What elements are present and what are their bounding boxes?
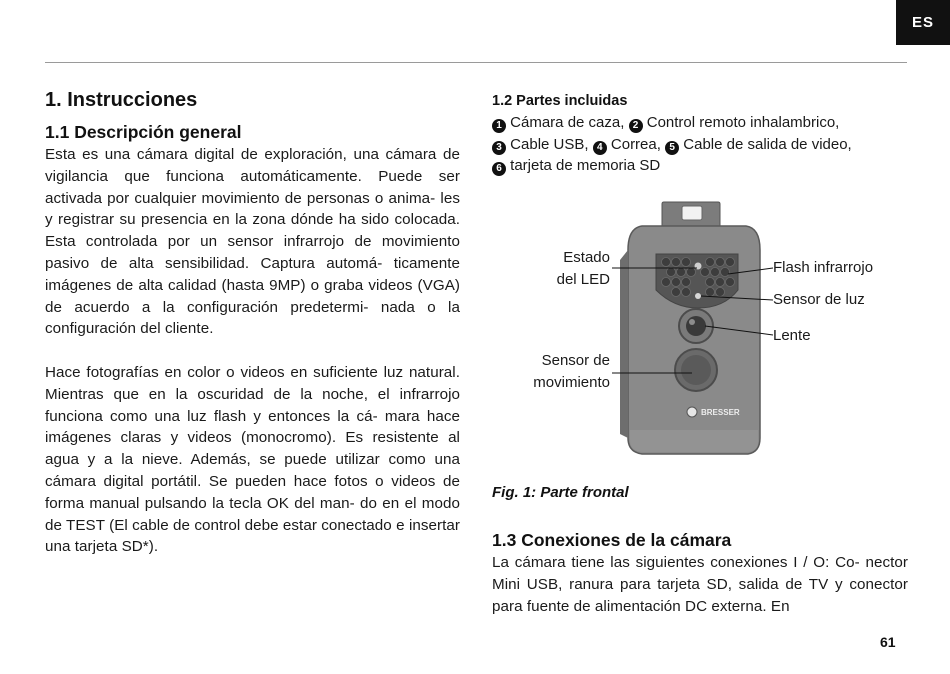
label-motion-sensor bbox=[533, 350, 610, 393]
connections-paragraph bbox=[492, 552, 908, 617]
page-number: 61 bbox=[880, 634, 896, 650]
page-title: 1. Instrucciones bbox=[45, 89, 198, 111]
part-usb-cable: Cable USB, bbox=[510, 135, 589, 153]
camera-bottom-shade bbox=[630, 430, 758, 452]
part-remote: Control remoto inhalambrico, bbox=[646, 114, 840, 131]
text-line: infrarrojo funciona como una luz flash y entonces la cá- bbox=[45, 385, 460, 425]
bracket-slot-icon bbox=[682, 206, 702, 220]
text-line: ticamente imágenes de alta calidad (hasta 9MP) o graba bbox=[45, 254, 460, 294]
parts-section bbox=[492, 90, 908, 177]
part-strap: Correa, bbox=[610, 135, 661, 153]
label-line: Sensor de bbox=[541, 352, 610, 369]
camera-figure bbox=[492, 190, 908, 480]
parts-line-1 bbox=[492, 112, 908, 134]
description-paragraph-1 bbox=[45, 144, 460, 340]
figure-caption: Fig. 1: Parte frontal bbox=[492, 484, 629, 501]
text-line: como una cámara digital portátil. Se pueden hace fotos bbox=[45, 451, 460, 490]
text-line: Hace fotografías en color o videos en suficiente luz bbox=[45, 363, 404, 381]
text-line: Esta es una cámara digital de exploración, una cámara bbox=[45, 146, 437, 163]
text-line: do en el modo de TEST (El cable de control debe estar bbox=[45, 494, 460, 534]
part-camera: Cámara de caza, bbox=[510, 114, 625, 131]
number-6-icon: 6 bbox=[492, 162, 506, 176]
language-tab: ES bbox=[896, 0, 950, 45]
camera-illustration bbox=[492, 190, 908, 480]
label-line: del LED bbox=[556, 270, 610, 288]
text-line: nector Mini USB, ranura para tarjeta SD, salida de TV bbox=[492, 554, 908, 593]
text-line: y conector para fuente de alimentación DC externa. En bbox=[492, 575, 908, 615]
text-line: movimiento pasivo de alta sensibilidad. Captura automá- bbox=[45, 233, 461, 272]
number-4-icon: 4 bbox=[593, 141, 607, 155]
text-line: nada o la configuración del cliente. bbox=[45, 298, 460, 338]
brand-logo-icon bbox=[687, 407, 697, 417]
number-2-icon: 2 bbox=[629, 119, 643, 133]
part-sd-card: tarjeta de memoria SD bbox=[510, 157, 661, 174]
text-line: mara hace imágenes claras y videos (monocromo). Es bbox=[45, 407, 460, 447]
text-line: natural. Mientras que en la oscuridad de la noche, el bbox=[45, 363, 460, 403]
text-line: colocada. Esta controlada por un sensor infrarrojo de bbox=[45, 211, 460, 251]
text-line: La cámara tiene las siguientes conexiones I / O: Co- bbox=[492, 554, 860, 571]
light-sensor-icon bbox=[695, 293, 701, 299]
section-title-description: 1.1 Descripción general bbox=[45, 122, 242, 142]
text-line: resistente al agua y a la nieve. Además, se puede utilizar bbox=[45, 429, 460, 469]
label-line: Estado bbox=[563, 249, 610, 266]
part-video-cable: Cable de salida de video, bbox=[683, 135, 852, 153]
label-line: movimiento bbox=[533, 373, 610, 391]
text-line: les y registrar su presencia en la zona dónde ha sido bbox=[45, 189, 460, 229]
camera-side-shade bbox=[620, 250, 628, 438]
number-1-icon: 1 bbox=[492, 119, 506, 133]
label-lens: Lente bbox=[773, 327, 811, 344]
parts-title: 1.2 Partes incluidas bbox=[492, 93, 628, 109]
label-light-sensor: Sensor de luz bbox=[773, 291, 865, 308]
number-5-icon: 5 bbox=[665, 141, 679, 155]
description-paragraph-2 bbox=[45, 362, 460, 558]
label-ir-flash: Flash infrarrojo bbox=[773, 259, 874, 276]
text-line: de vigilancia que funciona automáticamente. Puede ser bbox=[45, 146, 460, 185]
parts-line-2 bbox=[492, 134, 908, 156]
number-3-icon: 3 bbox=[492, 141, 506, 155]
connections-section bbox=[492, 528, 908, 617]
text-line: videos (VGA) de acuerdo a la configuración predetermi- bbox=[45, 276, 460, 316]
left-column bbox=[45, 86, 460, 558]
brand-text: BRESSER bbox=[701, 408, 740, 417]
header-divider bbox=[45, 62, 907, 63]
text-line: activada por cualquier movimiento de personas o anima- bbox=[45, 189, 436, 207]
text-line: conectado e insertar una tarjeta SD*). bbox=[45, 516, 460, 556]
label-led-status bbox=[557, 247, 610, 290]
text-line: o videos de forma manual pulsando la tecla OK del man- bbox=[45, 472, 460, 512]
parts-line-3 bbox=[492, 155, 908, 177]
section-title-connections: 1.3 Conexiones de la cámara bbox=[492, 530, 732, 550]
